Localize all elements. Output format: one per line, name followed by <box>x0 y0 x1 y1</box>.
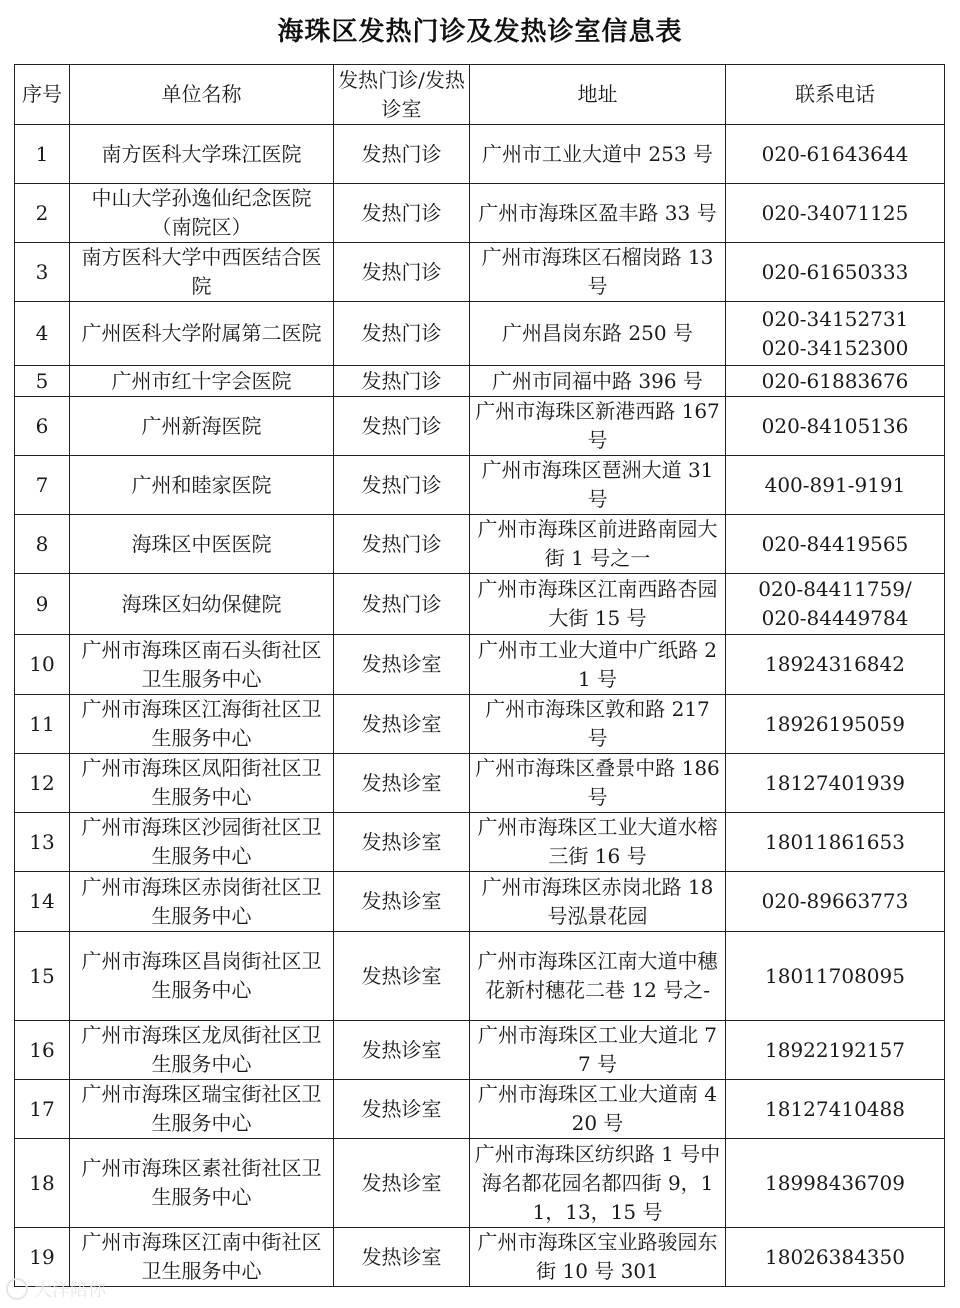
cell-name: 广州市海珠区龙凤街社区卫生服务中心 <box>70 1021 334 1080</box>
cell-address: 广州市海珠区敦和路 217 号 <box>470 695 726 754</box>
cell-address: 广州市海珠区江南西路杏园大街 15 号 <box>470 574 726 635</box>
cell-seq: 10 <box>15 635 70 695</box>
cell-type: 发热诊室 <box>334 872 470 932</box>
cell-phone <box>726 872 945 932</box>
table-row <box>15 243 945 302</box>
cell-address: 广州市海珠区叠景中路 186 号 <box>470 754 726 813</box>
cell-phone <box>726 754 945 813</box>
table-row <box>15 754 945 813</box>
cell-phone <box>726 515 945 574</box>
phone-number: 020-89663773 <box>761 889 909 913</box>
header-seq: 序号 <box>15 65 70 125</box>
cell-type: 发热门诊 <box>334 456 470 515</box>
cell-name: 广州市海珠区沙园街社区卫生服务中心 <box>70 813 334 872</box>
cell-type: 发热诊室 <box>334 635 470 695</box>
cell-seq: 2 <box>15 184 70 243</box>
cell-type: 发热门诊 <box>334 515 470 574</box>
cell-type: 发热诊室 <box>334 695 470 754</box>
phone-number: 18127401939 <box>765 770 905 795</box>
cell-address: 广州市海珠区前进路南园大街 1 号之一 <box>470 515 726 574</box>
cell-type: 发热诊室 <box>334 754 470 813</box>
watermark-text: 大洋陪你 <box>34 1280 106 1301</box>
cell-address: 广州昌岗东路 250 号 <box>470 302 726 366</box>
cell-phone <box>726 932 945 1021</box>
cell-phone <box>726 456 945 515</box>
cell-type: 发热诊室 <box>334 1080 470 1139</box>
cell-name: 广州医科大学附属第二医院 <box>70 302 334 366</box>
cell-name: 广州市海珠区南石头街社区卫生服务中心 <box>70 635 334 695</box>
table-row <box>15 184 945 243</box>
table-row <box>15 813 945 872</box>
cell-phone <box>726 813 945 872</box>
cell-address: 广州市海珠区纺织路 1 号中海名都花园名都四街 9，11，13，15 号 <box>470 1139 726 1228</box>
cell-type: 发热诊室 <box>334 813 470 872</box>
table-header-row <box>15 65 945 125</box>
cell-phone <box>726 1139 945 1228</box>
phone-number: 020-84411759/ <box>758 577 912 601</box>
table-row <box>15 932 945 1021</box>
table-body <box>15 125 945 1287</box>
cell-phone <box>726 1080 945 1139</box>
cell-address: 广州市工业大道中 253 号 <box>470 125 726 184</box>
cell-seq: 12 <box>15 754 70 813</box>
cell-address: 广州市海珠区工业大道水榕三街 16 号 <box>470 813 726 872</box>
phone-number: 020-61643644 <box>761 141 909 166</box>
phone-number: 020-84419565 <box>761 531 909 556</box>
cell-type: 发热门诊 <box>334 397 470 456</box>
cell-seq: 9 <box>15 574 70 635</box>
phone-number: 18926195059 <box>765 711 905 736</box>
phone-number: 020-34152731 <box>761 306 909 331</box>
cell-type: 发热诊室 <box>334 1021 470 1080</box>
cell-name: 南方医科大学中西医结合医院 <box>70 243 334 302</box>
cell-seq: 8 <box>15 515 70 574</box>
header-phone: 联系电话 <box>726 65 945 125</box>
cell-phone <box>726 635 945 695</box>
cell-name: 南方医科大学珠江医院 <box>70 125 334 184</box>
cell-address: 广州市海珠区新港西路 167 号 <box>470 397 726 456</box>
table-row <box>15 574 945 635</box>
cell-name: 广州市海珠区素社街社区卫生服务中心 <box>70 1139 334 1228</box>
cell-name: 海珠区妇幼保健院 <box>70 574 334 635</box>
cell-seq: 1 <box>15 125 70 184</box>
table-row <box>15 456 945 515</box>
cell-name: 广州市海珠区江海街社区卫生服务中心 <box>70 695 334 754</box>
phone-number: 18998436709 <box>765 1170 905 1195</box>
cell-phone <box>726 184 945 243</box>
table-row <box>15 1228 945 1287</box>
table-row <box>15 125 945 184</box>
table-row <box>15 872 945 932</box>
cell-address: 广州市同福中路 396 号 <box>470 366 726 397</box>
cell-phone <box>726 243 945 302</box>
table-row <box>15 695 945 754</box>
cell-phone <box>726 1021 945 1080</box>
cell-name: 中山大学孙逸仙纪念医院（南院区） <box>70 184 334 243</box>
cell-seq: 18 <box>15 1139 70 1228</box>
cell-type: 发热诊室 <box>334 1139 470 1228</box>
cell-address: 广州市海珠区工业大道南 420 号 <box>470 1080 726 1139</box>
phone-number: 18011708095 <box>765 963 905 988</box>
cell-seq: 17 <box>15 1080 70 1139</box>
cell-type: 发热门诊 <box>334 243 470 302</box>
header-address: 地址 <box>470 65 726 125</box>
cell-address: 广州市海珠区琶洲大道 31 号 <box>470 456 726 515</box>
phone-number: 18026384350 <box>765 1244 905 1269</box>
cell-name: 广州新海医院 <box>70 397 334 456</box>
cell-seq: 13 <box>15 813 70 872</box>
cell-type: 发热门诊 <box>334 574 470 635</box>
cell-address: 广州市海珠区宝业路骏园东街 10 号 301 <box>470 1228 726 1287</box>
table-row <box>15 302 945 366</box>
cell-phone <box>726 125 945 184</box>
cell-type: 发热门诊 <box>334 302 470 366</box>
cell-seq: 6 <box>15 397 70 456</box>
table-row <box>15 397 945 456</box>
cell-name: 广州和睦家医院 <box>70 456 334 515</box>
watermark <box>6 1276 106 1302</box>
phone-number: 18127410488 <box>765 1096 905 1121</box>
header-type: 发热门诊/发热诊室 <box>334 65 470 125</box>
cell-seq: 3 <box>15 243 70 302</box>
phone-number: 020-84449784 <box>761 606 909 630</box>
phone-number: 020-34152300 <box>761 335 909 360</box>
clinic-info-table <box>14 64 945 1287</box>
table-row <box>15 635 945 695</box>
phone-number: 18011861653 <box>765 829 905 854</box>
cell-address: 广州市海珠区赤岗北路 18 号泓景花园 <box>470 872 726 932</box>
cell-seq: 15 <box>15 932 70 1021</box>
cell-name: 广州市海珠区凤阳街社区卫生服务中心 <box>70 754 334 813</box>
table-row <box>15 515 945 574</box>
cell-address: 广州市海珠区石榴岗路 13 号 <box>470 243 726 302</box>
table-row <box>15 1139 945 1228</box>
cell-phone <box>726 366 945 397</box>
table-row <box>15 1080 945 1139</box>
cell-phone <box>726 695 945 754</box>
cell-phone <box>726 1228 945 1287</box>
cell-name: 海珠区中医医院 <box>70 515 334 574</box>
cell-seq: 11 <box>15 695 70 754</box>
cell-address: 广州市海珠区盈丰路 33 号 <box>470 184 726 243</box>
cell-seq: 5 <box>15 366 70 397</box>
cell-name: 广州市海珠区赤岗街社区卫生服务中心 <box>70 872 334 932</box>
page-title: 海珠区发热门诊及发热诊室信息表 <box>277 17 683 47</box>
speech-bubble-icon <box>6 1278 28 1300</box>
phone-number: 400-891-9191 <box>764 472 906 497</box>
cell-name: 广州市海珠区昌岗街社区卫生服务中心 <box>70 932 334 1021</box>
cell-name: 广州市海珠区江南中街社区卫生服务中心 <box>70 1228 334 1287</box>
cell-seq: 7 <box>15 456 70 515</box>
cell-type: 发热门诊 <box>334 366 470 397</box>
cell-phone <box>726 397 945 456</box>
cell-name: 广州市海珠区瑞宝街社区卫生服务中心 <box>70 1080 334 1139</box>
cell-type: 发热门诊 <box>334 125 470 184</box>
cell-address: 广州市海珠区江南大道中穗花新村穗花二巷 12 号之- <box>470 932 726 1021</box>
table-row <box>15 1021 945 1080</box>
cell-name: 广州市红十字会医院 <box>70 366 334 397</box>
cell-type: 发热诊室 <box>334 1228 470 1287</box>
phone-number: 18924316842 <box>765 652 905 676</box>
header-name: 单位名称 <box>70 65 334 125</box>
table-row <box>15 366 945 397</box>
cell-address: 广州市工业大道中广纸路 21 号 <box>470 635 726 695</box>
cell-seq: 19 <box>15 1228 70 1287</box>
phone-number: 18922192157 <box>765 1037 905 1062</box>
phone-number: 020-61650333 <box>761 259 909 284</box>
cell-seq: 4 <box>15 302 70 366</box>
cell-phone <box>726 574 945 635</box>
cell-type: 发热门诊 <box>334 184 470 243</box>
cell-seq: 16 <box>15 1021 70 1080</box>
cell-phone <box>726 302 945 366</box>
cell-type: 发热诊室 <box>334 932 470 1021</box>
cell-seq: 14 <box>15 872 70 932</box>
phone-number: 020-61883676 <box>761 368 909 393</box>
phone-number: 020-84105136 <box>761 413 909 438</box>
phone-number: 020-34071125 <box>761 200 909 225</box>
cell-address: 广州市海珠区工业大道北 77 号 <box>470 1021 726 1080</box>
